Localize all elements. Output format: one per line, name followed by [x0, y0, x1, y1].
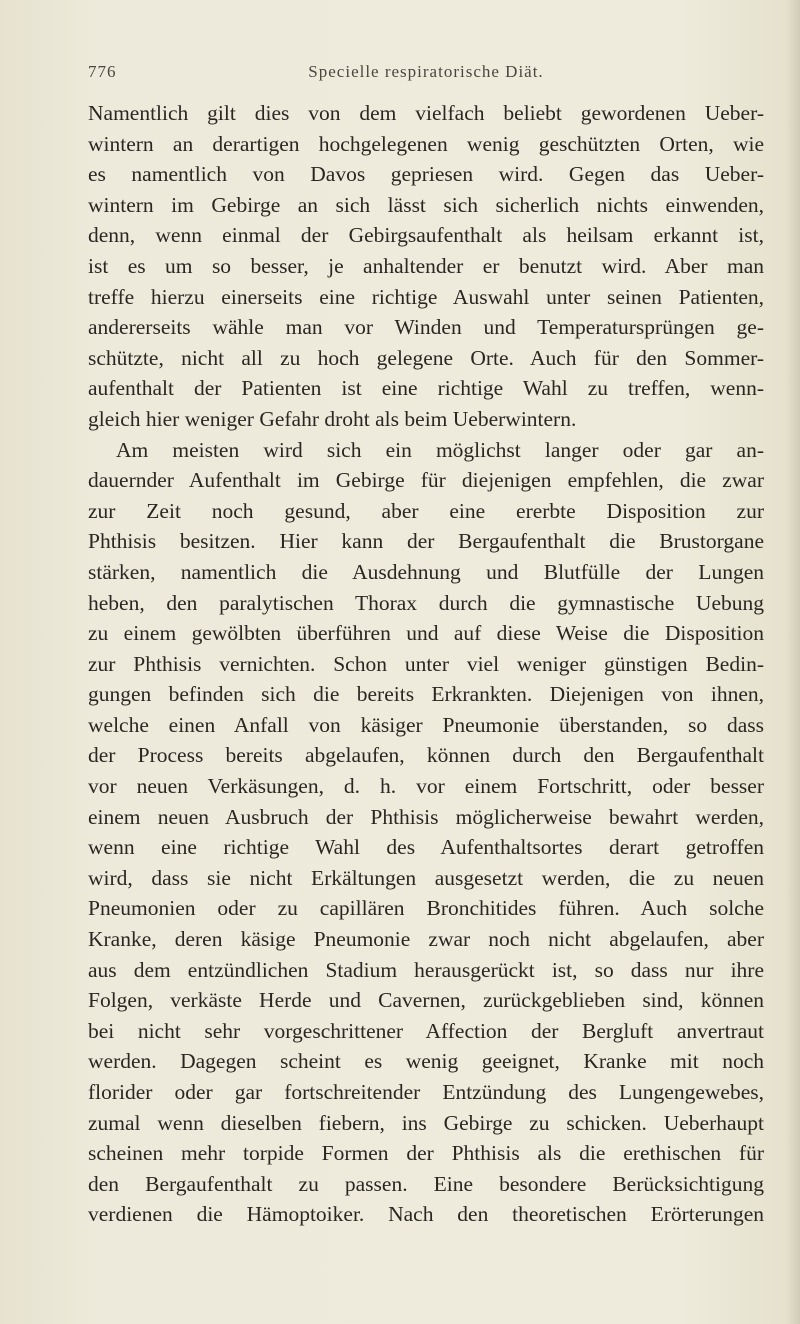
text-line: gungen befinden sich die bereits Erkrankten. Diejenigen von ihnen, — [88, 682, 764, 707]
text-line: Folgen, verkäste Herde und Cavernen, zurückgeblieben sind, können — [88, 988, 764, 1013]
text-line: Phthisis besitzen. Hier kann der Bergaufenthalt die Brustorgane — [88, 529, 764, 554]
text-line: aus dem entzündlichen Stadium herausgerückt ist, so dass nur ihre — [88, 957, 764, 982]
text-line: Namentlich gilt dies von dem vielfach beliebt gewordenen Ueber- — [88, 101, 764, 125]
text-line: ist es um so besser, je anhaltender er benutzt wird. Aber man — [88, 253, 764, 278]
text-line: zur Phthisis vernichten. Schon unter viel weniger günstigen Bedin- — [88, 651, 764, 676]
page-header — [88, 54, 764, 88]
text-line: den Bergaufenthalt zu passen. Eine besondere Berücksichtigung — [88, 1171, 764, 1196]
text-line: heben, den paralytischen Thorax durch die gymnastische Uebung — [88, 590, 764, 615]
text-line: vor neuen Verkäsungen, d. h. vor einem Fortschritt, oder besser — [88, 774, 764, 799]
text-line: gleich hier weniger Gefahr droht als beim Ueberwintern. — [88, 406, 577, 431]
text-line: Pneumonien oder zu capillären Bronchitides führen. Auch solche — [88, 896, 764, 921]
text-line: wenn eine richtige Wahl des Aufenthaltsortes derart getroffen — [88, 835, 764, 860]
page-edge-shadow — [786, 0, 800, 1324]
body-text — [88, 98, 764, 1230]
text-line: wird, dass sie nicht Erkältungen ausgesetzt werden, die zu neuen — [88, 865, 764, 890]
text-line: scheinen mehr torpide Formen der Phthisis als die erethischen für — [88, 1141, 764, 1166]
page-number: 776 — [88, 62, 117, 81]
text-line: wintern an derartigen hochgelegenen wenig geschützten Orten, wie — [88, 131, 764, 156]
text-line: treffe hierzu einerseits eine richtige Auswahl unter seinen Patienten, — [88, 284, 764, 309]
text-line: stärken, namentlich die Ausdehnung und Blutfülle der Lungen — [88, 559, 764, 584]
text-line: florider oder gar fortschreitender Entzündung des Lungengewebes, — [88, 1080, 764, 1104]
text-line: zumal wenn dieselben fiebern, ins Gebirge zu schicken. Ueberhaupt — [88, 1110, 764, 1135]
text-line: einem neuen Ausbruch der Phthisis möglicherweise bewahrt werden, — [88, 804, 764, 829]
text-line: denn, wenn einmal der Gebirgsaufenthalt als heilsam erkannt ist, — [88, 223, 764, 248]
text-line: verdienen die Hämoptoiker. Nach den theoretischen Erörterungen — [88, 1202, 764, 1227]
text-line: zu einem gewölbten überführen und auf diese Weise die Disposition — [88, 621, 764, 646]
text-line: andererseits wähle man vor Winden und Temperatursprüngen ge- — [88, 315, 764, 340]
text-line: dauernder Aufenthalt im Gebirge für diejenigen empfehlen, die zwar — [88, 468, 764, 493]
running-title: Specielle respiratorische Diät. — [308, 62, 544, 81]
text-line: der Process bereits abgelaufen, können durch den Bergaufenthalt — [88, 743, 764, 768]
text-line: zur Zeit noch gesund, aber eine ererbte Disposition zur — [88, 498, 764, 523]
text-line: welche einen Anfall von käsiger Pneumonie überstanden, so dass — [88, 712, 764, 737]
text-line: es namentlich von Davos gepriesen wird. Gegen das Ueber- — [88, 162, 764, 187]
text-line: wintern im Gebirge an sich lässt sich sicherlich nichts einwenden, — [88, 192, 764, 217]
text-line: Am meisten wird sich ein möglichst langer oder gar an- — [116, 437, 764, 462]
text-line: bei nicht sehr vorgeschrittener Affection der Bergluft anvertraut — [88, 1018, 764, 1043]
text-line: schützte, nicht all zu hoch gelegene Orte. Auch für den Sommer- — [88, 345, 764, 370]
text-line: Kranke, deren käsige Pneumonie zwar noch nicht abgelaufen, aber — [88, 927, 764, 952]
text-line: aufenthalt der Patienten ist eine richtige Wahl zu treffen, wenn- — [88, 376, 764, 401]
text-line: werden. Dagegen scheint es wenig geeignet, Kranke mit noch — [88, 1049, 764, 1074]
